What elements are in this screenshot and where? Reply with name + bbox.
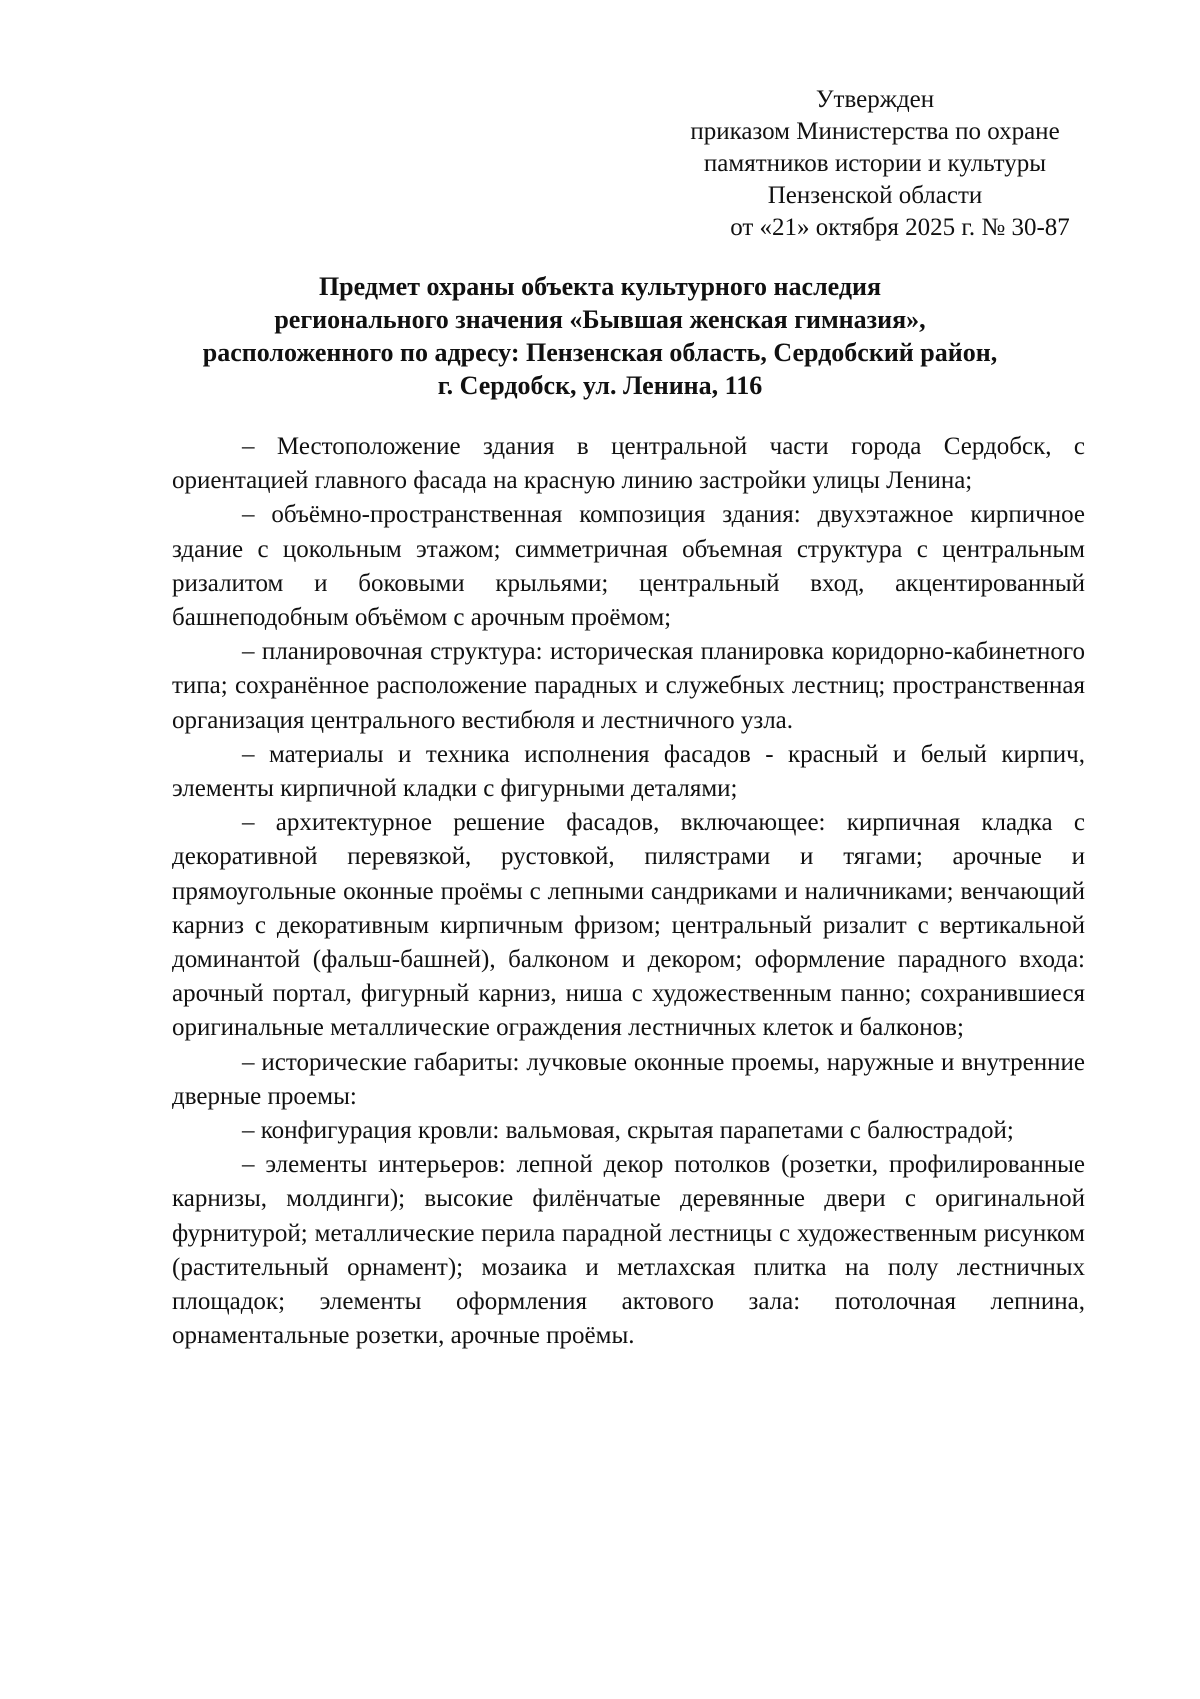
list-item-volume-composition: – объёмно-пространственная композиция здания: двухэтажное кирпичное здание с цокольным этажом; симметричная объемная структура с центральным ризалитом и боковыми крыльями; центральный вход, акцентированный башнеподобным объёмом с арочным проёмом; bbox=[172, 501, 1085, 632]
approval-order-date-number: от «21» октября 2025 г. № 30-87 bbox=[730, 214, 1070, 241]
approval-line: приказом Министерства по охране bbox=[690, 118, 1060, 145]
list-item-planning-structure: – планировочная структура: историческая планировка коридорно-кабинетного типа; сохранённое расположение парадных и служебных лестниц; пространственная организация центрального вестибюля и лестничного узла. bbox=[172, 638, 1085, 734]
title-line: г. Сердобск, ул. Ленина, 116 bbox=[437, 371, 763, 400]
list-item-roof-configuration: – конфигурация кровли: вальмовая, скрытая парапетами с балюстрадой; bbox=[242, 1117, 1014, 1145]
list-item-facade-architecture: – архитектурное решение фасадов, включающее: кирпичная кладка с декоративной перевязкой, рустовкой, пилястрами и тягами; арочные и прямоугольные оконные проёмы с лепными сандриками и наличниками; венчающий карниз с декоративным кирпичным фризом; центральный ризалит с вертикальной доминантой (фальш-башней), балконом и декором; оформление парадного входа: арочный портал, фигурный карниз, ниша с художественным панно; сохранившиеся оригинальные металлические ограждения лестничных клеток и балконов; bbox=[172, 809, 1085, 1042]
title-line: Предмет охраны объекта культурного наследия bbox=[318, 272, 882, 301]
document-title bbox=[100, 270, 1100, 402]
protection-subject-list bbox=[172, 430, 1085, 1353]
list-item-location: – Местоположение здания в центральной части города Сердобск, с ориентацией главного фасада на красную линию застройки улицы Ленина; bbox=[172, 433, 1085, 495]
title-line: регионального значения «Бывшая женская гимназия», bbox=[274, 305, 926, 334]
title-line: расположенного по адресу: Пензенская область, Сердобский район, bbox=[202, 338, 998, 367]
list-item-historic-dimensions: – исторические габариты: лучковые оконные проемы, наружные и внутренние дверные проемы: bbox=[172, 1048, 1085, 1110]
list-item-interior-elements: – элементы интерьеров: лепной декор потолков (розетки, профилированные карнизы, молдинги); высокие филёнчатые деревянные двери с оригинальной фурнитурой; металлические перила парадной лестницы с художественным рисунком (растительный орнамент); мозаика и метлахская плитка на полу лестничных площадок; элементы оформления актового зала: потолочная лепнина, орнаментальные розетки, арочные проёмы. bbox=[172, 1151, 1085, 1350]
list-item-facade-materials: – материалы и техника исполнения фасадов - красный и белый кирпич, элементы кирпичной кладки с фигурными деталями; bbox=[172, 740, 1085, 803]
approval-line: Пензенской области bbox=[767, 182, 983, 209]
approval-line: Утвержден bbox=[815, 86, 935, 113]
approval-stamp bbox=[640, 84, 1110, 244]
approval-line: памятников истории и культуры bbox=[703, 150, 1047, 177]
